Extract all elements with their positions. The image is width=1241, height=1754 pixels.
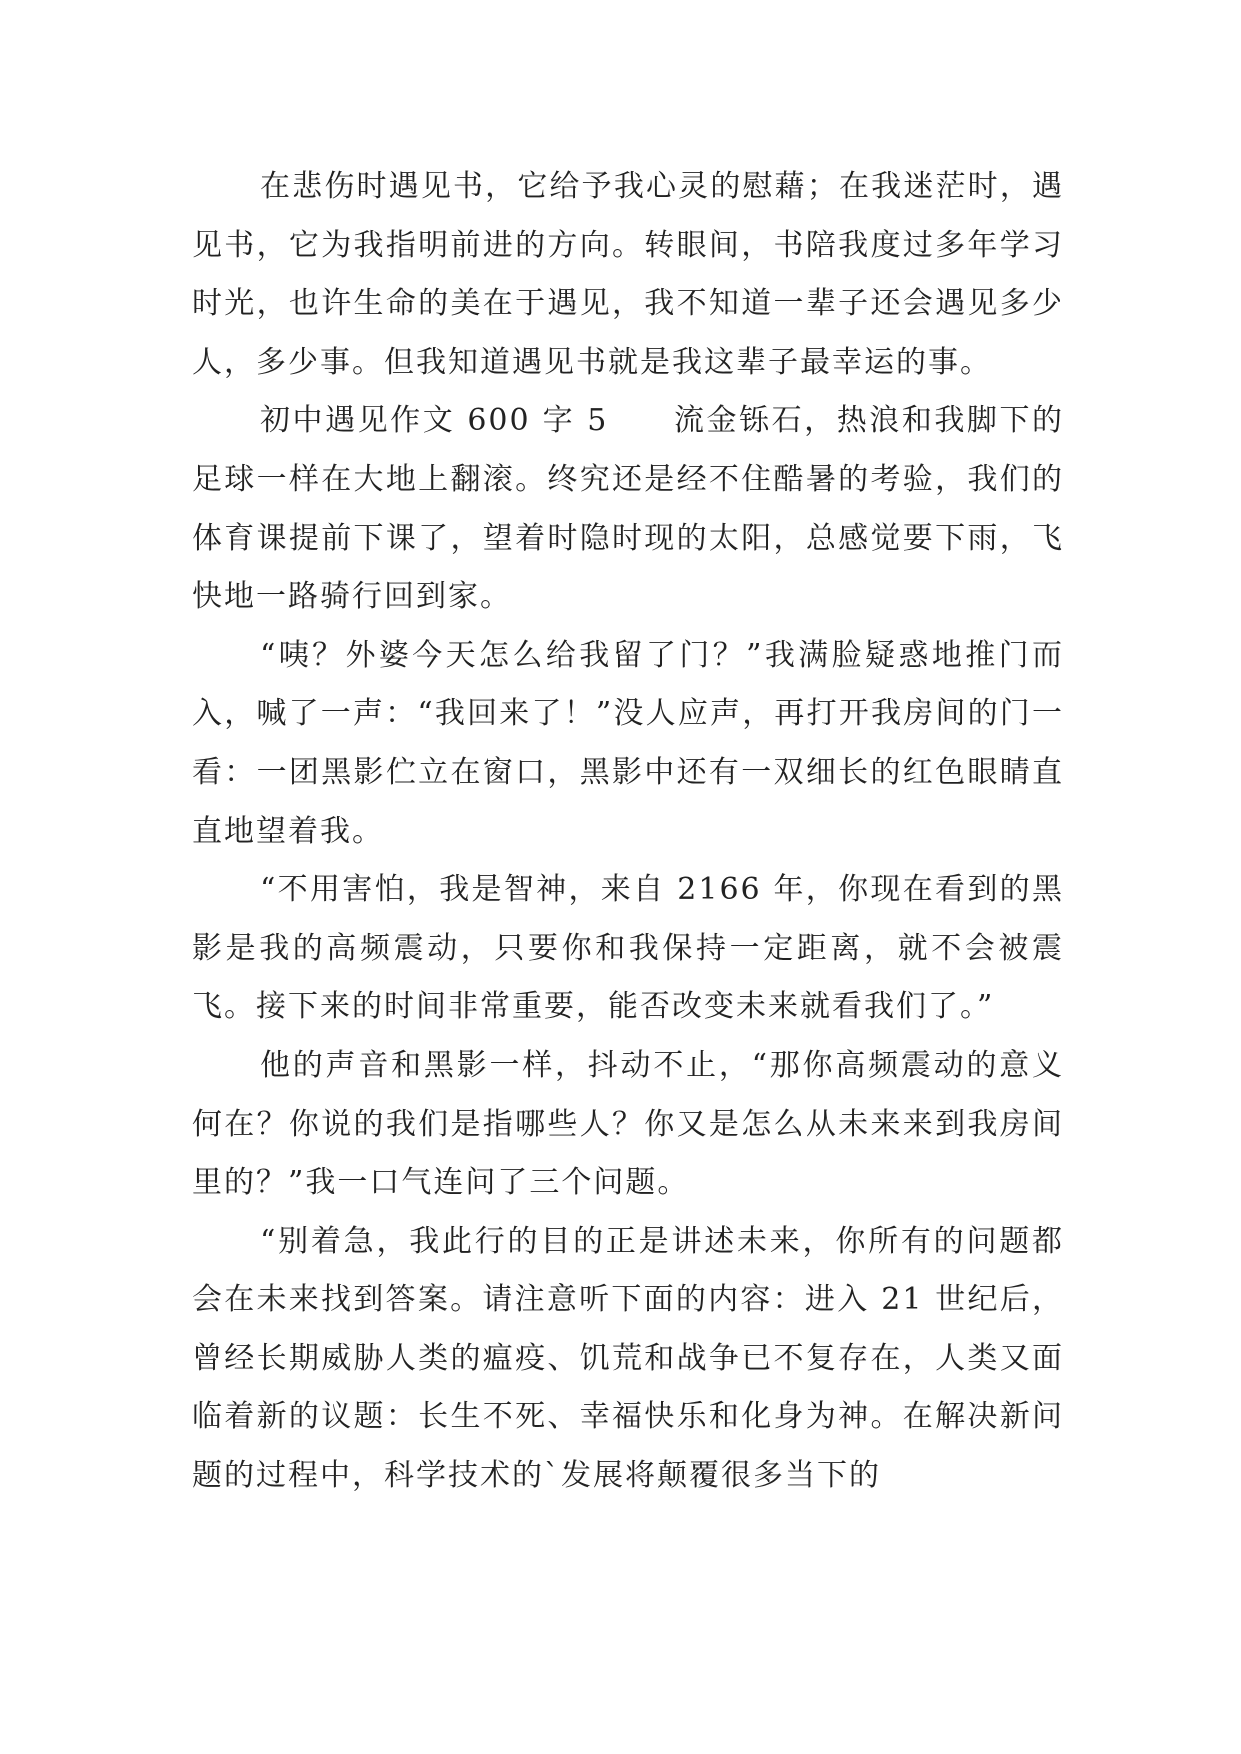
paragraph-3: “咦？外婆今天怎么给我留了门？”我满脸疑惑地推门而入，喊了一声：“我回来了！”没人应声，再打开我房间的门一看：一团黑影伫立在窗口，黑影中还有一双细长的红色眼睛直直地望着我。	[192, 637, 1064, 849]
body-text	[192, 158, 1064, 1506]
paragraph-4: “不用害怕，我是智神，来自 2166 年，你现在看到的黑影是我的高频震动，只要你和我保持一定距离，就不会被震飞。接下来的时间非常重要，能否改变未来就看我们了。”	[192, 872, 1064, 1025]
paragraph-6: “别着急，我此行的目的正是讲述未来，你所有的问题都会在未来找到答案。请注意听下面的内容：进入 21 世纪后，曾经长期威胁人类的瘟疫、饥荒和战争已不复存在，人类又面临着新的议题：长生不死、幸福快乐和化身为神。在解决新问题的过程中，科学技术的`发展将颠覆很多当下的	[192, 1223, 1064, 1494]
paragraph-2: 初中遇见作文 600 字 5 流金铄石，热浪和我脚下的足球一样在大地上翻滚。终究还是经不住酷暑的考验，我们的体育课提前下课了，望着时隐时现的太阳，总感觉要下雨，飞快地一路骑行回到家。	[192, 403, 1064, 615]
paragraph-5: 他的声音和黑影一样，抖动不止，“那你高频震动的意义何在？你说的我们是指哪些人？你又是怎么从未来来到我房间里的？”我一口气连问了三个问题。	[192, 1047, 1064, 1201]
paragraph-1: 在悲伤时遇见书，它给予我心灵的慰藉；在我迷茫时，遇见书，它为我指明前进的方向。转眼间，书陪我度过多年学习时光，也许生命的美在于遇见，我不知道一辈子还会遇见多少人，多少事。但我知道遇见书就是我这辈子最幸运的事。	[192, 169, 1064, 380]
